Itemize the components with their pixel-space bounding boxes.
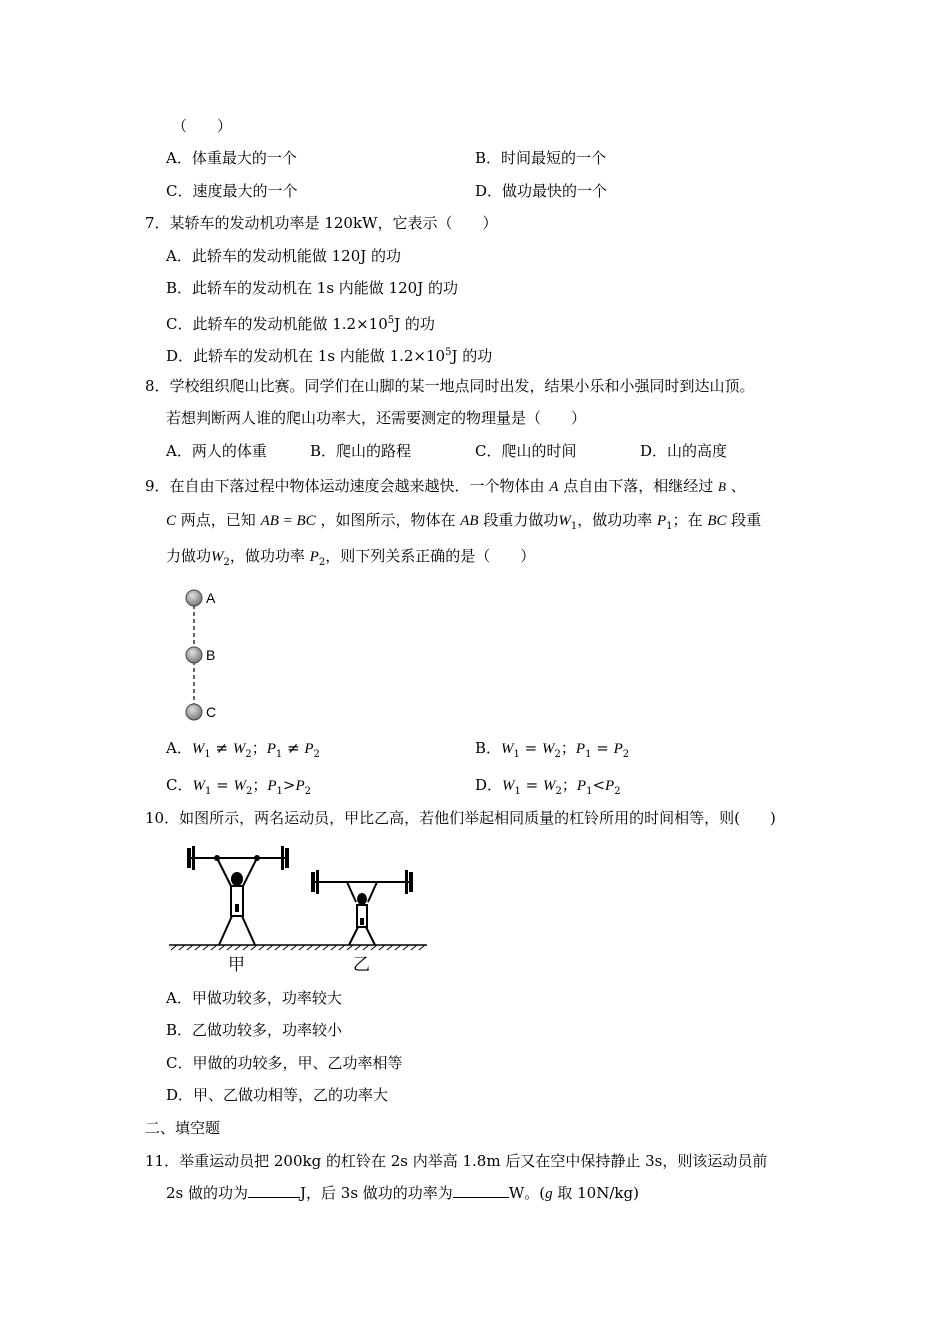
- point-label-c: C: [206, 704, 217, 720]
- q7-option-d: D．此轿车的发动机在 1s 内能做 $1.2\times 10^5J$ 的功: [166, 347, 493, 365]
- point-label-b: B: [206, 647, 216, 663]
- q6-option-a: A．体重最大的一个: [166, 149, 297, 167]
- q8-option-d: D．山的高度: [640, 442, 728, 460]
- section-heading-fill-in: 二、填空题: [145, 1119, 221, 1137]
- point-label-a: A: [206, 590, 216, 606]
- q7-option-b: B．此轿车的发动机在 1s 内能做 120J 的功: [166, 279, 458, 297]
- q10-option-d: D．甲、乙做功相等，乙的功率大: [166, 1086, 389, 1104]
- q8-stem-line2: 若想判断两人谁的爬山功率大，还需要测定的物理量是（ ）: [166, 409, 587, 427]
- q6-option-c: C．速度最大的一个: [166, 182, 298, 200]
- q10-option-b: B．乙做功较多，功率较小: [166, 1021, 343, 1039]
- q9-stem-line2: C 两点，已知 AB = BC ，如图所示，物体在 AB 段重力做功$W_1$，做功功率 $P_1$；在 BC 段重: [166, 511, 762, 532]
- q9-falling-ball-figure: [180, 585, 240, 725]
- q8-option-b: B．爬山的路程: [310, 442, 412, 460]
- ball-at-a: [186, 590, 202, 606]
- q9-option-c: C．$W_1 = W_2$；$P_1>P_2$: [166, 776, 312, 797]
- q11-stem-line2: 2s 做的功为 J，后 3s 做功的功率为 W。(g 取 10N/kg): [166, 1184, 639, 1202]
- q10-weightlifters-figure: [165, 838, 435, 978]
- q9-option-b: B．$W_1 = W_2$；$P_1 = P_2$: [475, 739, 630, 760]
- q11-stem-line1: 11．举重运动员把 200kg 的杠铃在 2s 内举高 1.8m 后又在空中保持静止 3s，则该运动员前: [145, 1152, 768, 1170]
- q11-blank-1[interactable]: [248, 1183, 300, 1198]
- q7-stem: 7．某轿车的发动机功率是 120kW，它表示（ ）: [145, 214, 498, 232]
- q8-option-c: C．爬山的时间: [475, 442, 577, 460]
- q6-option-d: D．做功最快的一个: [475, 182, 608, 200]
- q7-option-a: A．此轿车的发动机能做 120J 的功: [166, 247, 402, 265]
- ground-hatched: [169, 945, 427, 950]
- q9-option-a: A．$W_1 \ne W_2$；$P_1 \ne P_2$: [166, 739, 320, 760]
- q8-option-a: A．两人的体重: [166, 442, 267, 460]
- q6-paren: （ ）: [172, 117, 233, 135]
- label-jia: 甲: [228, 955, 245, 974]
- q10-option-a: A．甲做功较多，功率较大: [166, 989, 342, 1007]
- lifter-jia: [187, 846, 289, 945]
- ball-at-c: [186, 704, 202, 720]
- label-yi: 乙: [353, 955, 370, 974]
- q8-stem-line1: 8．学校组织爬山比赛。同学们在山脚的某一地点同时出发，结果小乐和小强同时到达山顶。: [145, 377, 755, 395]
- q9-stem-line3: 力做功$W_2$，做功功率 $P_2$，则下列关系正确的是（ ）: [166, 547, 536, 568]
- q9-stem-line1: 9．在自由下落过程中物体运动速度会越来越快．一个物体由 A 点自由下落，相继经过 B 、: [145, 477, 746, 495]
- q11-blank-2[interactable]: [453, 1183, 509, 1198]
- q6-option-b: B．时间最短的一个: [475, 149, 607, 167]
- q7-option-c: C．此轿车的发动机能做 $1.2\times 10^5J$ 的功: [166, 315, 435, 333]
- ball-at-b: [186, 647, 202, 663]
- q10-stem: 10．如图所示，两名运动员，甲比乙高，若他们举起相同质量的杠铃所用的时间相等，则( ): [145, 809, 776, 827]
- lifter-yi: [311, 870, 413, 945]
- q10-option-c: C．甲做的功较多，甲、乙功率相等: [166, 1054, 403, 1072]
- q9-option-d: D．$W_1 = W_2$；$P_1<P_2$: [475, 776, 621, 797]
